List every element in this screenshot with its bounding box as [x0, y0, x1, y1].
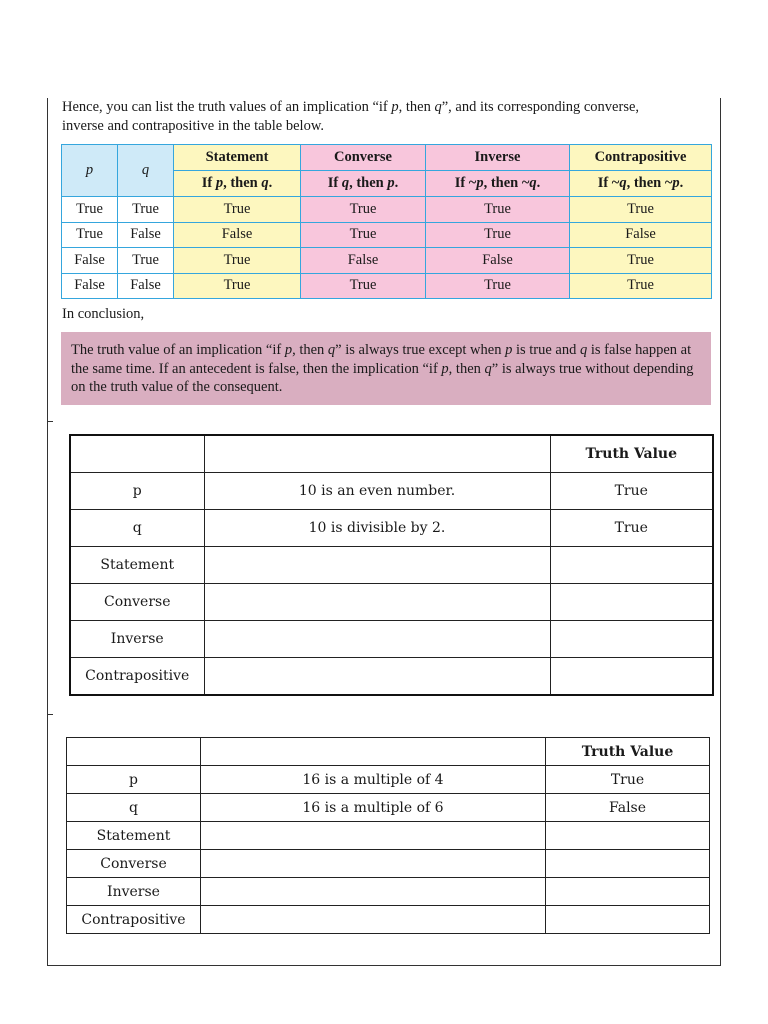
table-row — [67, 878, 710, 906]
row-label: Converse — [67, 850, 201, 878]
row-statement[interactable] — [204, 621, 550, 658]
row-truth-value[interactable] — [546, 906, 710, 934]
row-statement[interactable] — [204, 584, 550, 621]
header-statement-cell — [201, 738, 546, 766]
cell-converse: True — [301, 197, 426, 223]
row-statement[interactable] — [204, 658, 550, 696]
row-statement[interactable] — [201, 822, 546, 850]
conclusion-box: The truth value of an implication “if p, then q” is always true except when p is true and q is false happen at the same time. If an antecedent is false, then the implication “if p, then q” is always true without depending on the truth value of the consequent. — [61, 332, 711, 405]
row-truth-value[interactable] — [546, 878, 710, 906]
cell-p: True — [62, 222, 118, 248]
worksheet-table-2 — [66, 737, 710, 934]
row-truth-value: True — [550, 510, 713, 547]
header-p: p — [62, 145, 118, 197]
cell-inverse: True — [426, 273, 570, 299]
header-statement: Statement — [174, 145, 301, 171]
cell-inverse: True — [426, 197, 570, 223]
row-label: Contrapositive — [67, 906, 201, 934]
row-label: q — [67, 794, 201, 822]
header-truth-value: Truth Value — [550, 435, 713, 473]
table-row — [70, 584, 713, 621]
header-inverse: Inverse — [426, 145, 570, 171]
form-statement: If p, then q. — [174, 171, 301, 197]
row-truth-value[interactable] — [546, 850, 710, 878]
conclusion-heading: In conclusion, — [62, 306, 145, 322]
table-row — [70, 547, 713, 584]
cell-q: True — [118, 197, 174, 223]
cell-inverse: True — [426, 222, 570, 248]
form-converse: If q, then p. — [301, 171, 426, 197]
frame-tick — [47, 421, 53, 422]
row-statement[interactable] — [201, 878, 546, 906]
table-row — [67, 822, 710, 850]
table-row — [67, 766, 710, 794]
cell-statement: True — [174, 273, 301, 299]
frame-tick — [47, 714, 53, 715]
table-row — [70, 658, 713, 696]
intro-paragraph: Hence, you can list the truth values of an implication “if p, then q”, and its corresponding converse, inverse and contrapositive in the table below. — [62, 99, 640, 134]
form-inverse: If ~p, then ~q. — [426, 171, 570, 197]
header-contrapositive: Contrapositive — [570, 145, 712, 171]
cell-p: False — [62, 273, 118, 299]
row-truth-value[interactable] — [546, 822, 710, 850]
page-frame-right — [720, 98, 721, 966]
cell-converse: True — [301, 273, 426, 299]
cell-q: False — [118, 273, 174, 299]
header-label-cell — [67, 738, 201, 766]
worksheet-table-1 — [69, 434, 714, 696]
truth-row — [62, 197, 712, 223]
cell-statement: True — [174, 197, 301, 223]
row-statement[interactable] — [201, 850, 546, 878]
page-frame-left — [47, 98, 48, 966]
row-truth-value[interactable] — [550, 658, 713, 696]
header-truth-value: Truth Value — [546, 738, 710, 766]
table-row — [67, 794, 710, 822]
row-statement: 10 is divisible by 2. — [204, 510, 550, 547]
row-truth-value[interactable] — [550, 547, 713, 584]
row-label: Statement — [67, 822, 201, 850]
cell-converse: False — [301, 248, 426, 274]
row-statement[interactable] — [201, 906, 546, 934]
row-label: p — [67, 766, 201, 794]
cell-q: False — [118, 222, 174, 248]
table-row — [67, 906, 710, 934]
truth-row — [62, 248, 712, 274]
row-statement[interactable] — [204, 547, 550, 584]
cell-contrapositive: True — [570, 273, 712, 299]
row-truth-value: False — [546, 794, 710, 822]
header-q: q — [118, 145, 174, 197]
page-frame-bottom — [47, 965, 721, 966]
header-converse: Converse — [301, 145, 426, 171]
table-row — [70, 621, 713, 658]
truth-row — [62, 222, 712, 248]
row-truth-value: True — [550, 473, 713, 510]
row-label: Inverse — [70, 621, 204, 658]
cell-contrapositive: True — [570, 248, 712, 274]
truth-row — [62, 273, 712, 299]
row-statement: 16 is a multiple of 4 — [201, 766, 546, 794]
row-label: q — [70, 510, 204, 547]
row-truth-value[interactable] — [550, 584, 713, 621]
cell-contrapositive: False — [570, 222, 712, 248]
row-label: Converse — [70, 584, 204, 621]
cell-statement: True — [174, 248, 301, 274]
truth-table — [61, 144, 712, 299]
form-contrapositive: If ~q, then ~p. — [570, 171, 712, 197]
row-label: Statement — [70, 547, 204, 584]
header-statement-cell — [204, 435, 550, 473]
row-label: Inverse — [67, 878, 201, 906]
row-label: Contrapositive — [70, 658, 204, 696]
cell-contrapositive: True — [570, 197, 712, 223]
row-truth-value[interactable] — [550, 621, 713, 658]
table-row — [70, 473, 713, 510]
header-label-cell — [70, 435, 204, 473]
cell-p: True — [62, 197, 118, 223]
cell-statement: False — [174, 222, 301, 248]
cell-inverse: False — [426, 248, 570, 274]
row-truth-value: True — [546, 766, 710, 794]
table-row — [70, 510, 713, 547]
row-statement: 16 is a multiple of 6 — [201, 794, 546, 822]
cell-converse: True — [301, 222, 426, 248]
row-statement: 10 is an even number. — [204, 473, 550, 510]
cell-q: True — [118, 248, 174, 274]
cell-p: False — [62, 248, 118, 274]
table-row — [67, 850, 710, 878]
row-label: p — [70, 473, 204, 510]
